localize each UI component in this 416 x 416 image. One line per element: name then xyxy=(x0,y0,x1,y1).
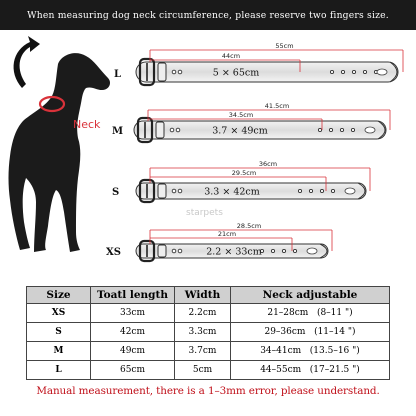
cell-width: 5cm xyxy=(175,361,231,380)
banner-text: When measuring dog neck circumference, please reserve two fingers size. xyxy=(27,9,389,21)
collar-hole xyxy=(282,249,285,252)
header-neck-adjustable: Neck adjustable xyxy=(231,287,390,304)
table-row xyxy=(27,342,390,361)
collar-size-label: XS xyxy=(106,247,121,258)
collar-size-label: S xyxy=(112,187,120,198)
collar-keeper xyxy=(158,63,166,81)
cell-size: XS xyxy=(27,304,91,323)
collar-rivet xyxy=(178,249,182,253)
collar-hole xyxy=(341,70,344,73)
outer-length-label: 55cm xyxy=(275,42,294,50)
collar-rivet xyxy=(178,70,182,74)
cell-width: 3.3cm xyxy=(175,323,231,342)
cell-neck: 21–28cm (8–11 ") xyxy=(231,304,390,323)
header-size: Size xyxy=(27,287,91,304)
cell-neck: 44–55cm (17–21.5 ") xyxy=(231,361,390,380)
collar-spec: 3.7 × 49cm xyxy=(212,125,268,137)
cell-length: 42cm xyxy=(91,323,175,342)
cell-length: 49cm xyxy=(91,342,175,361)
collar-hole xyxy=(298,189,301,192)
table-row xyxy=(27,361,390,380)
collar-rivet xyxy=(172,70,176,74)
outer-length-label: 41.5cm xyxy=(264,102,290,110)
collar-hole xyxy=(309,189,312,192)
outer-length-label: 28.5cm xyxy=(236,222,262,230)
header-total-length: Toatl length xyxy=(91,287,175,304)
collar-hole xyxy=(352,70,355,73)
inner-length-label: 21cm xyxy=(217,230,237,238)
collar-spec: 3.3 × 42cm xyxy=(204,186,260,198)
cell-length: 65cm xyxy=(91,361,175,380)
cell-size: M xyxy=(27,342,91,361)
cell-width: 2.2cm xyxy=(175,304,231,323)
inner-length-label: 44cm xyxy=(221,52,241,60)
cell-size: L xyxy=(27,361,91,380)
collar-hole xyxy=(363,70,366,73)
disclaimer-note: Manual measurement, there is a 1–3mm error, please understand. xyxy=(36,385,380,397)
header-width: Width xyxy=(175,287,231,304)
cell-size: S xyxy=(27,323,91,342)
collar-keeper xyxy=(156,122,164,138)
collar-size-label: M xyxy=(112,126,124,137)
collar-spec: 2.2 × 33cm xyxy=(206,246,262,258)
cell-length: 33cm xyxy=(91,304,175,323)
cell-width: 3.7cm xyxy=(175,342,231,361)
collar-hole xyxy=(329,128,332,131)
table-row xyxy=(27,304,390,323)
size-table xyxy=(26,286,390,380)
watermark: starpets xyxy=(186,208,223,218)
collar-size-label: L xyxy=(114,69,122,80)
brand-tag-icon xyxy=(377,69,387,75)
inner-length-label: 29.5cm xyxy=(231,169,257,177)
cell-neck: 29–36cm (11–14 ") xyxy=(231,323,390,342)
collar-spec: 5 × 65cm xyxy=(212,67,260,79)
table-row xyxy=(27,323,390,342)
collar-rivet xyxy=(172,189,176,193)
collar-hole xyxy=(331,189,334,192)
collar-hole xyxy=(320,189,323,192)
collar-keeper xyxy=(158,245,166,257)
brand-tag-icon xyxy=(365,127,375,133)
collar-hole xyxy=(271,249,274,252)
inner-length-label: 34.5cm xyxy=(228,111,254,119)
collar-hole xyxy=(340,128,343,131)
collar-rivet xyxy=(170,128,174,132)
collar-keeper xyxy=(158,184,166,198)
collar-hole xyxy=(293,249,296,252)
brand-tag-icon xyxy=(345,188,355,194)
table-header-row xyxy=(27,287,390,304)
collar-hole xyxy=(330,70,333,73)
neck-label: Neck xyxy=(73,118,101,131)
collar-rivet xyxy=(178,189,182,193)
brand-tag-icon xyxy=(307,248,317,254)
collar-rivet xyxy=(172,249,176,253)
collar-hole xyxy=(351,128,354,131)
outer-length-label: 36cm xyxy=(258,160,278,168)
collar-rivet xyxy=(176,128,180,132)
cell-neck: 34–41cm (13.5–16 ") xyxy=(231,342,390,361)
collar-hole xyxy=(318,128,321,131)
